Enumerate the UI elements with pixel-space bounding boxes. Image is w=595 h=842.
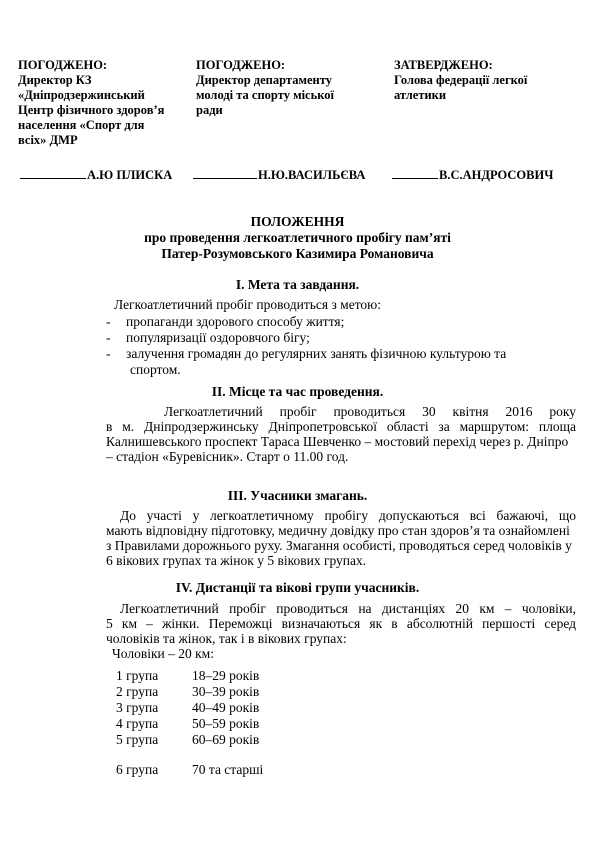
signature-3 (392, 168, 553, 183)
signatory-name: А.Ю ПЛИСКА (87, 168, 173, 182)
approval-heading: ЗАТВЕРДЖЕНО: (394, 58, 493, 72)
section-1-intro: Легкоатлетичний пробіг проводиться з метою: (114, 297, 382, 312)
signature-1 (20, 168, 172, 183)
section-3-body: До участі у легкоатлетичному пробігу допускаються всі бажаючі, що мають відповідну підготовку, медичну довідку про стан здоров’я та ознайомлені з Правилами дорожнього руху. Змагання особисті, проводяться серед чоловіків у 6 вікових групах та жінок у 5 вікових групах. (106, 508, 576, 568)
age-groups (106, 668, 406, 778)
approval-heading: ПОГОДЖЕНО: (18, 58, 108, 72)
signature-rule (392, 177, 438, 179)
approval-line: всіх» ДМР (18, 133, 78, 147)
approval-line: населення «Спорт для (18, 118, 145, 132)
list-item: - пропаганди здорового способу життя; (106, 314, 345, 329)
approval-line: Директор департаменту (196, 73, 332, 87)
title-line: про проведення легкоатлетичного пробігу пам’яті (144, 230, 451, 245)
section-3-heading: ІІІ. Учасники змагань. (227, 488, 368, 503)
age-group-row: 1 група 18–29 років (116, 668, 260, 683)
section-2-heading: ІІ. Місце та час проведення. (211, 384, 384, 399)
signatory-name: Н.Ю.ВАСИЛЬЄВА (258, 168, 366, 182)
approval-line: молоді та спорту міської (196, 88, 334, 102)
approval-line: атлетики (394, 88, 447, 102)
approval-block-1 (18, 58, 198, 148)
approval-line: Голова федерації легкої (394, 73, 528, 87)
signature-2 (193, 168, 365, 183)
approval-block-3 (394, 58, 584, 103)
document-title (0, 214, 595, 262)
section-2-body: Легкоатлетичний пробіг проводиться 30 квітня 2016 року в м. Дніпродзержинську Дніпропетровської області за маршрутом: площа Калнишевського проспект Тараса Шевченко – мостовий перехід через р. Дніпро – стадіон «Буревісник». Старт о 11.00 год. (106, 404, 576, 464)
age-group-row: 4 група 50–59 років (116, 716, 260, 731)
signature-rule (193, 177, 257, 179)
section-1-list (106, 314, 576, 378)
age-group-row: 6 група 70 та старші (116, 762, 264, 777)
list-item: - залучення громадян до регулярних занять фізичною культурою та спортом. (106, 346, 507, 377)
men-distance-label: Чоловіки – 20 км: (112, 646, 214, 661)
section-4-body: Легкоатлетичний пробіг проводиться на дистанціях 20 км – чоловіки, 5 км – жінки. Переможці визначаються як в абсолютній першості серед чоловіків та жінок, так і в вікових групах: Чоловіки – 20 км: (106, 601, 576, 661)
signature-rule (20, 177, 86, 179)
approval-block-2 (196, 58, 376, 118)
approval-line: ради (196, 103, 223, 117)
approval-line: «Дніпродзержинський (18, 88, 145, 102)
list-item: - популяризації оздоровчого бігу; (106, 330, 310, 345)
age-group-row: 5 група 60–69 років (116, 732, 260, 747)
section-1-heading: І. Мета та завдання. (235, 277, 360, 292)
approval-heading: ПОГОДЖЕНО: (196, 58, 286, 72)
age-group-row: 2 група 30–39 років (116, 684, 260, 699)
title-line: ПОЛОЖЕННЯ (250, 214, 345, 229)
signatory-name: В.С.АНДРОСОВИЧ (439, 168, 554, 182)
approval-line: Центр фізичного здоров’я (18, 103, 165, 117)
age-group-row: 3 група 40–49 років (116, 700, 260, 715)
section-4-heading: ІV. Дистанції та вікові групи учасників. (175, 580, 420, 595)
title-line: Патер-Розумовського Казимира Романовича (161, 246, 434, 261)
approval-line: Директор КЗ (18, 73, 92, 87)
